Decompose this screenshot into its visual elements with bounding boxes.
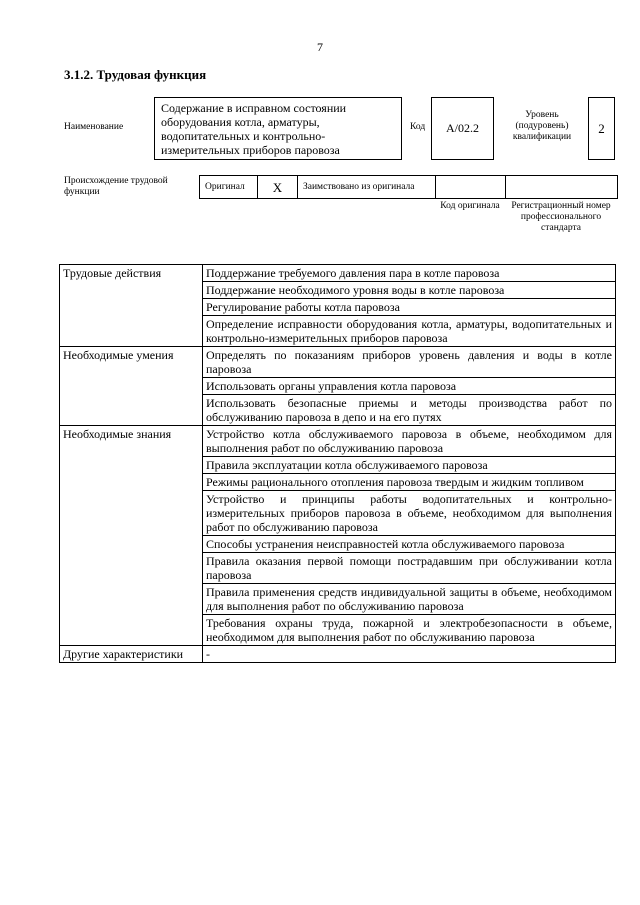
- level-label: Уровень (подуровень) квалификации: [512, 110, 572, 142]
- other-row: [60, 646, 616, 663]
- level-value: 2: [598, 120, 605, 136]
- reg-number-label: Регистрационный номер профессионального стандарта: [511, 201, 611, 233]
- actions-item: Поддержание необходимого уровня воды в котле паровоза: [203, 282, 616, 299]
- skills-label: Необходимые умения: [60, 347, 203, 426]
- knowledge-row: [60, 426, 616, 457]
- code-label: Код: [410, 122, 426, 132]
- borrowed-cell: [298, 176, 436, 199]
- knowledge-item: Способы устранения неисправностей котла обслуживаемого паровоза: [203, 536, 616, 553]
- knowledge-item: Правила оказания первой помощи пострадавшим при обслуживании котла паровоза: [203, 553, 616, 584]
- other-label: Другие характеристики: [60, 646, 203, 663]
- level-box: [588, 97, 615, 160]
- knowledge-item: Требования охраны труда, пожарной и электробезопасности в объеме, необходимом для выполнения работ по обслуживанию паровоза: [203, 615, 616, 646]
- knowledge-item: Режимы рационального отопления паровоза твердым и жидким топливом: [203, 474, 616, 491]
- code-original-label: Код оригинала: [440, 201, 500, 211]
- knowledge-label: Необходимые знания: [60, 426, 203, 646]
- original-mark: X: [272, 179, 283, 195]
- actions-item: Поддержание требуемого давления пара в котле паровоза: [203, 265, 616, 282]
- original-label: Оригинал: [205, 181, 245, 192]
- skills-row: [60, 347, 616, 378]
- knowledge-item: Правила эксплуатации котла обслуживаемого паровоза: [203, 457, 616, 474]
- code-original-cell: [436, 176, 506, 199]
- knowledge-item: Правила применения средств индивидуальной защиты в объеме, необходимом для выполнения работ по обслуживанию паровоза: [203, 584, 616, 615]
- borrowed-label: Заимствовано из оригинала: [303, 181, 415, 192]
- function-details-table: [59, 264, 616, 663]
- page-number: 7: [317, 40, 323, 54]
- function-name-box: [154, 97, 402, 160]
- other-value: -: [203, 646, 616, 663]
- knowledge-item: Устройство и принципы работы водопитательных и контрольно-измерительных приборов паровоза в объеме, необходимом для выполнения работ по обслуживанию паровоза: [203, 491, 616, 536]
- actions-label: Трудовые действия: [60, 265, 203, 347]
- code-value: А/02.2: [446, 121, 479, 135]
- name-label: Наименование: [64, 122, 124, 132]
- function-name-value: Содержание в исправном состоянии оборудования котла, арматуры, водопитательных и контрольно-измерительных приборов паровоза: [161, 101, 347, 157]
- origin-label: Происхождение трудовой функции: [64, 176, 168, 197]
- actions-row: [60, 265, 616, 282]
- skills-item: Определять по показаниям приборов уровень давления и воды в котле паровоза: [203, 347, 616, 378]
- original-cell: [200, 176, 258, 199]
- section-title: 3.1.2. Трудовая функция: [64, 67, 207, 82]
- original-mark-cell: [258, 176, 298, 199]
- reg-number-cell: [506, 176, 618, 199]
- skills-item: Использовать безопасные приемы и методы производства работ по обслуживанию паровоза в депо и на его путях: [203, 395, 616, 426]
- actions-item: Определение исправности оборудования котла, арматуры, водопитательных и контрольно-измерительных приборов паровоза: [203, 316, 616, 347]
- actions-item: Регулирование работы котла паровоза: [203, 299, 616, 316]
- knowledge-item: Устройство котла обслуживаемого паровоза в объеме, необходимом для выполнения работ по обслуживанию паровоза: [203, 426, 616, 457]
- origin-table: [199, 175, 618, 199]
- skills-item: Использовать органы управления котла паровоза: [203, 378, 616, 395]
- code-box: [431, 97, 494, 160]
